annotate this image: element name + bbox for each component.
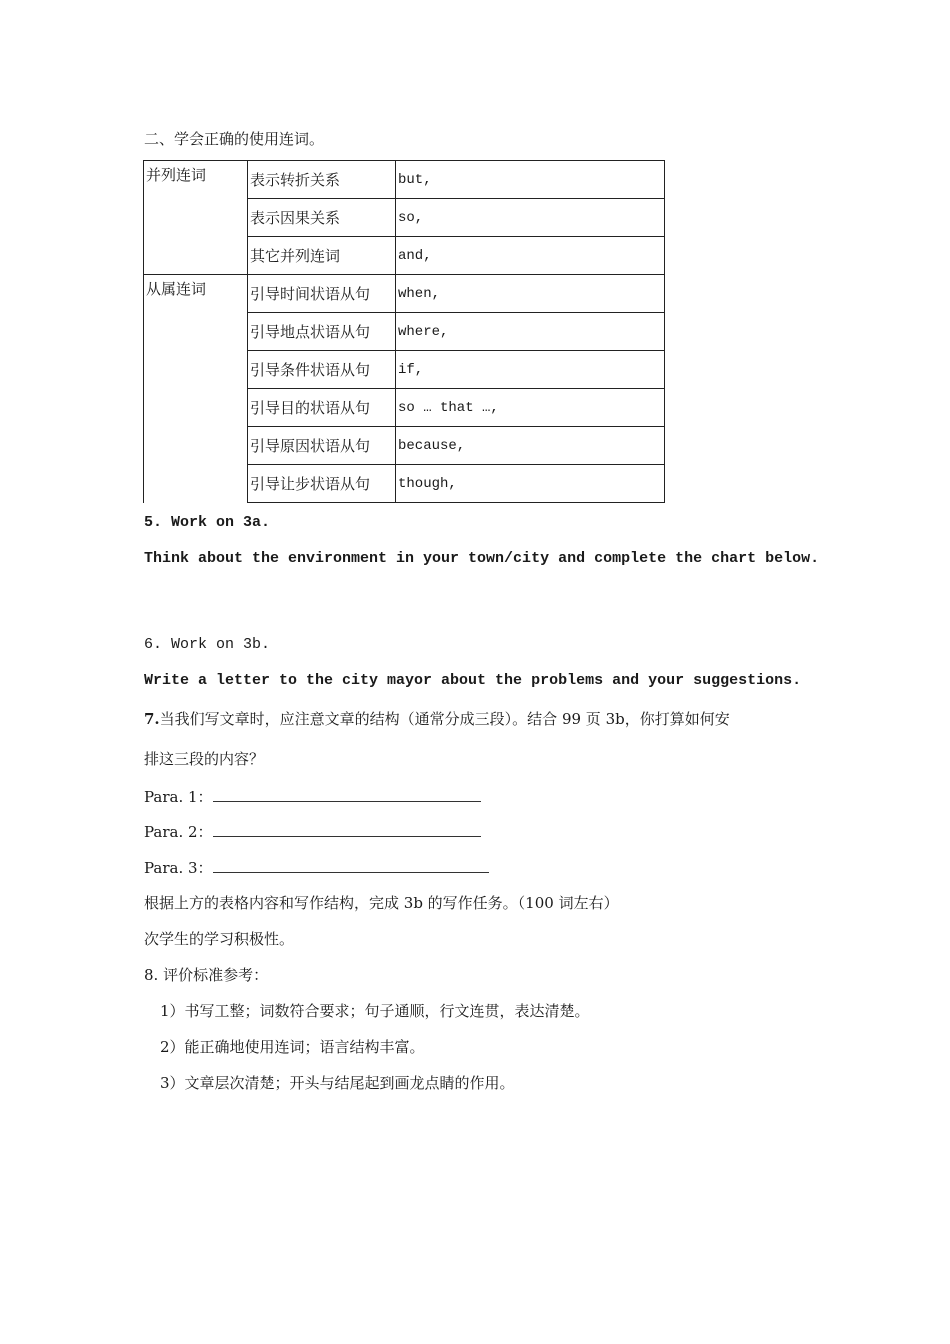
para-1-answer-line[interactable]: [213, 787, 481, 802]
table-row: [144, 275, 665, 313]
task8-title: 8. 评价标准参考：: [144, 966, 269, 984]
task5-title: 5. Work on 3a.: [144, 514, 271, 531]
task7-line2: 排这三段的内容？: [144, 750, 265, 768]
writing-task: 根据上方的表格内容和写作结构，完成 3b 的写作任务。（100 词左右）: [144, 894, 619, 912]
para-3-row: [144, 857, 489, 878]
task6-instruction: Write a letter to the city mayor about the problems and your suggestions.: [144, 672, 802, 689]
task7-line1: [144, 708, 730, 729]
criterion-2: 2）能正确地使用连词；语言结构丰富。: [160, 1038, 425, 1056]
criterion-3: 3）文章层次清楚；开头与结尾起到画龙点睛的作用。: [160, 1074, 515, 1092]
category-cell-coordinating: 并列连词: [144, 161, 248, 275]
category-cell-subordinating: 从属连词: [144, 275, 248, 503]
para-1-label: Para. 1：: [144, 788, 213, 806]
task6-title: 6. Work on 3b.: [144, 636, 271, 653]
function-cell: 引导地点状语从句: [248, 313, 396, 351]
para-2-answer-line[interactable]: [213, 822, 481, 837]
table-row: [144, 161, 665, 199]
function-cell: 引导条件状语从句: [248, 351, 396, 389]
example-cell: though,: [396, 465, 665, 503]
criterion-1: 1）书写工整；词数符合要求；句子通顺，行文连贯，表达清楚。: [160, 1002, 590, 1020]
para-2-row: [144, 821, 481, 842]
para-3-answer-line[interactable]: [213, 858, 489, 873]
function-cell: 引导时间状语从句: [248, 275, 396, 313]
example-cell: if,: [396, 351, 665, 389]
para-1-row: [144, 786, 481, 807]
task7-text: 当我们写文章时，应注意文章的结构（通常分成三段）。结合 99 页 3b，你打算如何安: [159, 710, 730, 728]
function-cell: 表示因果关系: [248, 199, 396, 237]
example-cell: so … that …,: [396, 389, 665, 427]
example-cell: so,: [396, 199, 665, 237]
function-cell: 引导目的状语从句: [248, 389, 396, 427]
para-3-label: Para. 3：: [144, 859, 213, 877]
example-cell: when,: [396, 275, 665, 313]
conjunction-table: [143, 160, 665, 503]
function-cell: 表示转折关系: [248, 161, 396, 199]
function-cell: 其它并列连词: [248, 237, 396, 275]
task7-number: 7.: [144, 710, 160, 728]
task5-instruction: Think about the environment in your town/city and complete the chart below.: [144, 550, 820, 567]
extra-line: 次学生的学习积极性。: [144, 930, 295, 948]
example-cell: where,: [396, 313, 665, 351]
function-cell: 引导让步状语从句: [248, 465, 396, 503]
section-heading: 二、学会正确的使用连词。: [144, 130, 325, 148]
example-cell: but,: [396, 161, 665, 199]
example-cell: because,: [396, 427, 665, 465]
para-2-label: Para. 2：: [144, 823, 213, 841]
example-cell: and,: [396, 237, 665, 275]
function-cell: 引导原因状语从句: [248, 427, 396, 465]
